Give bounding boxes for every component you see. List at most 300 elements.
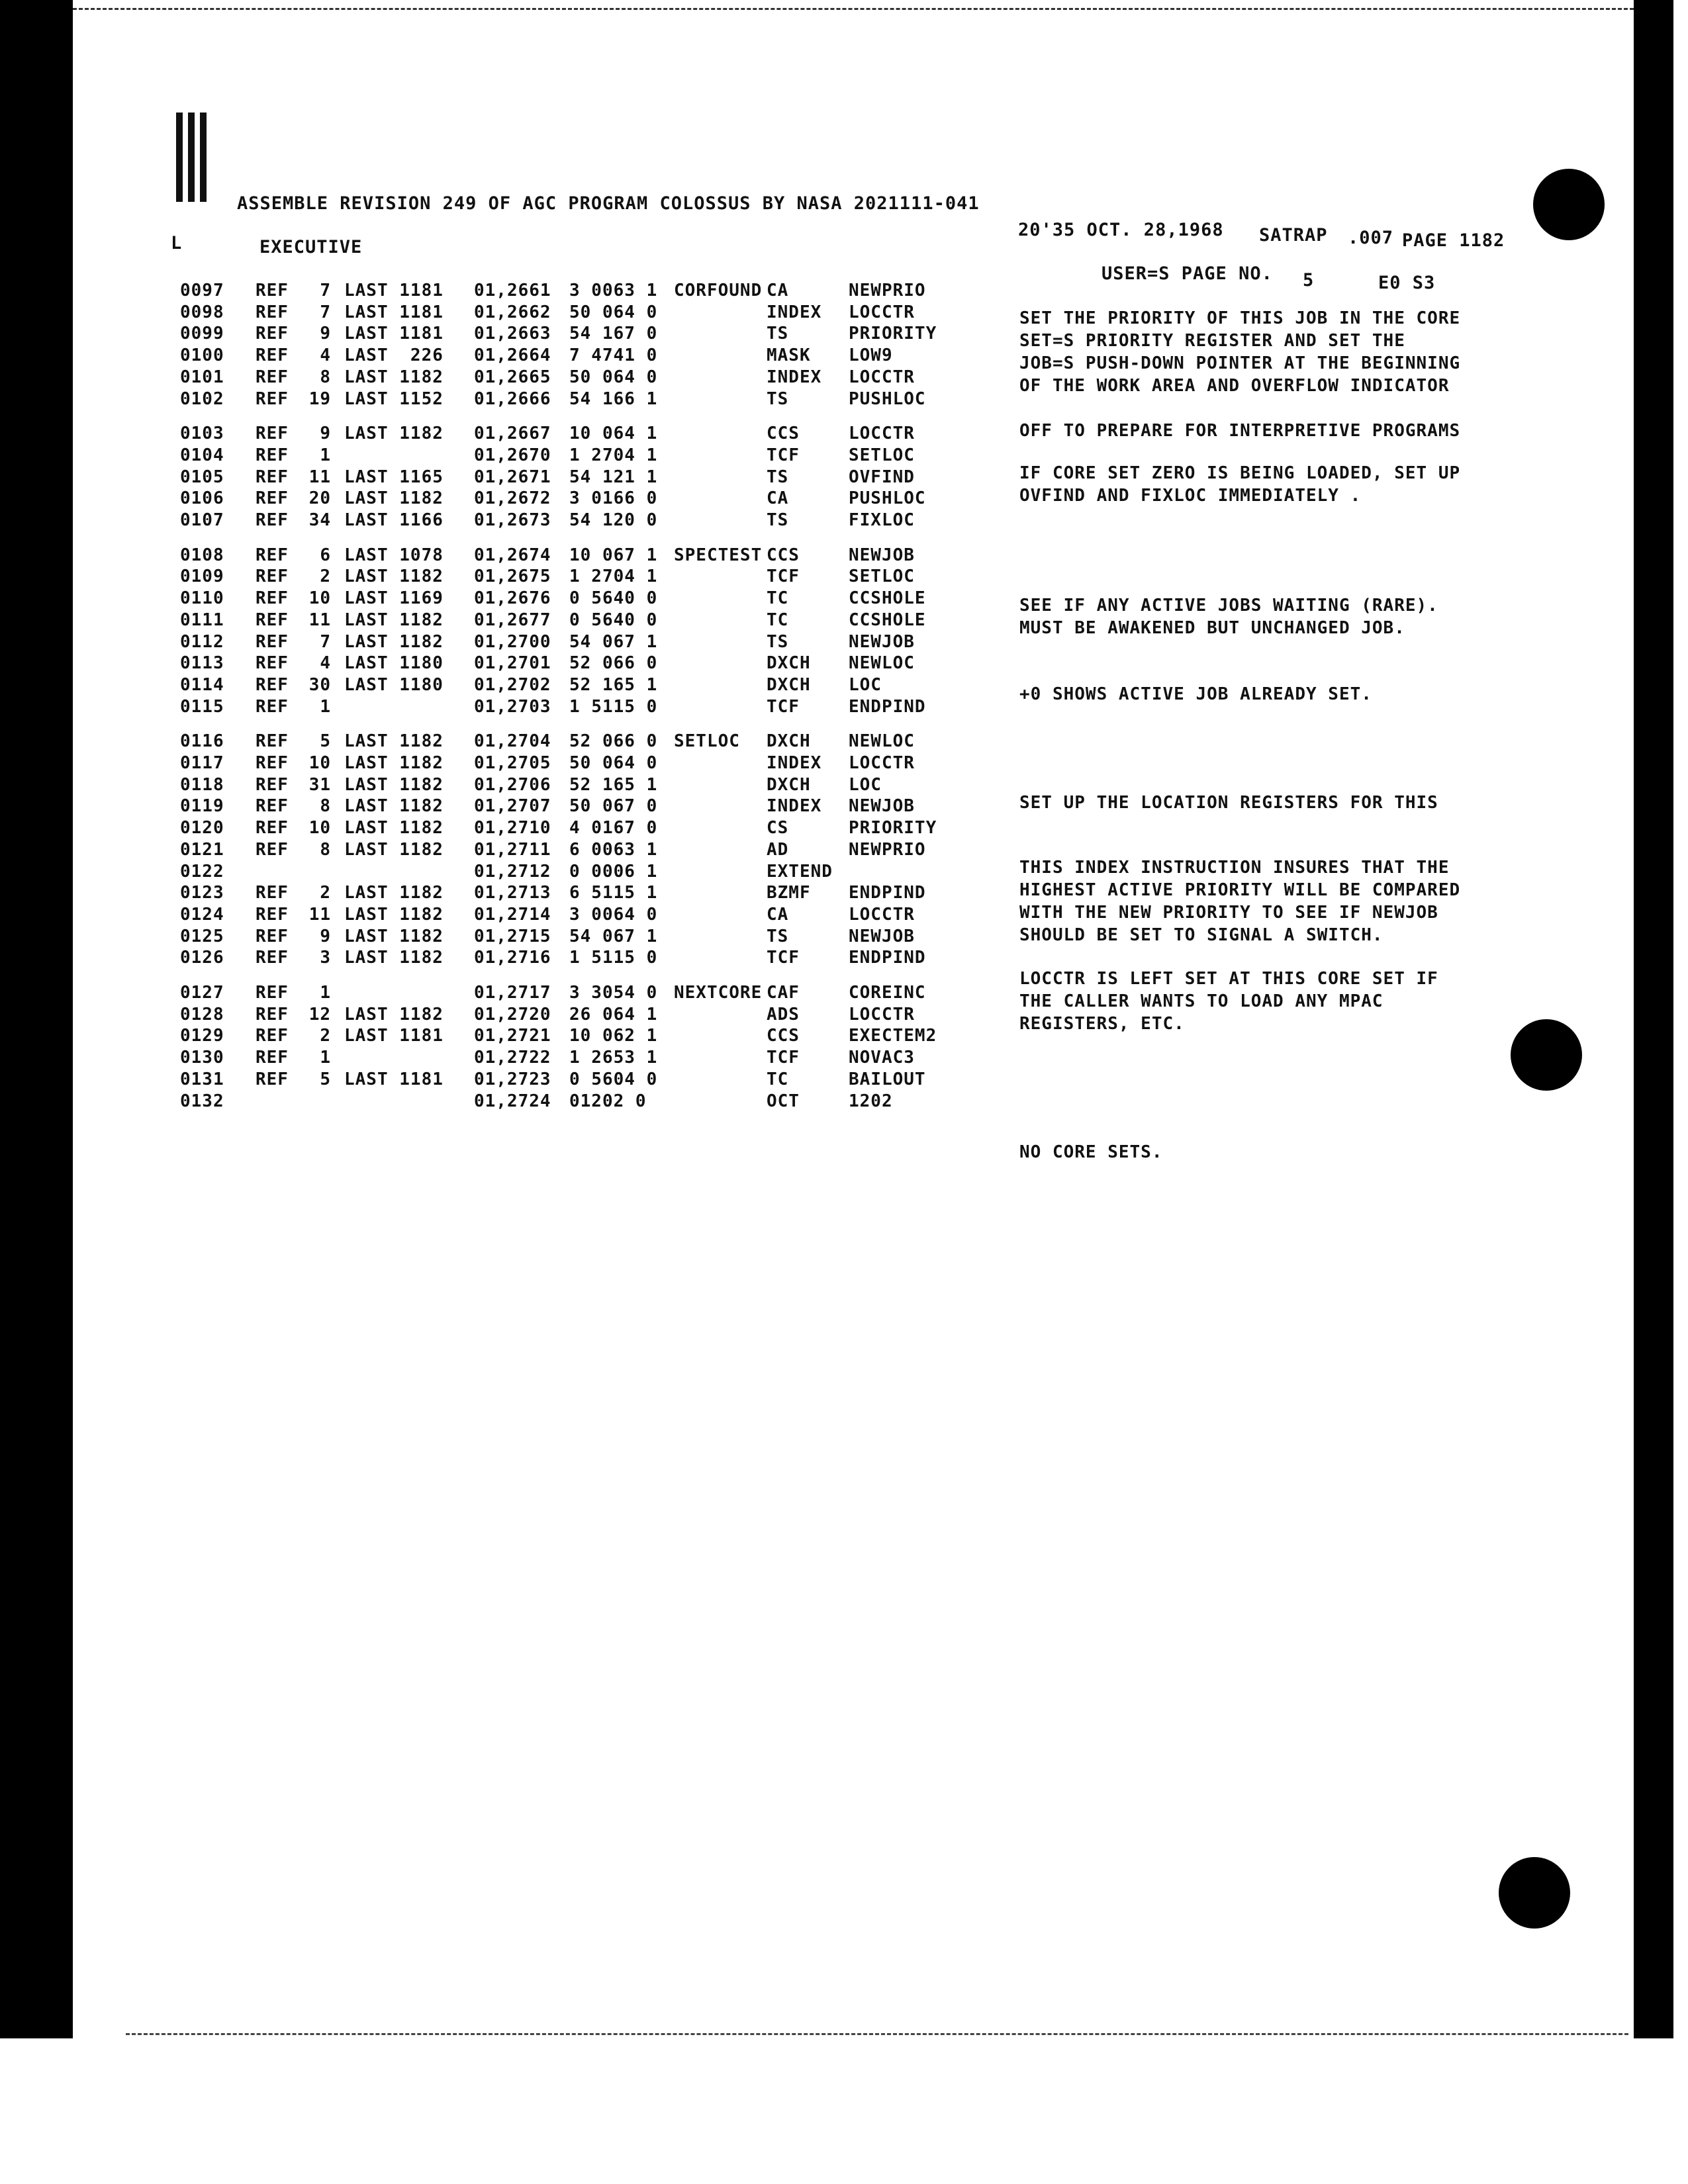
opcode: INDEX (767, 753, 822, 773)
line-number: 0120 (180, 818, 224, 838)
opcode: DXCH (767, 731, 811, 751)
opcode: CA (767, 905, 789, 925)
address: 01,2700 (474, 632, 551, 652)
ref-flag: REF (256, 1069, 289, 1089)
listing-row (0, 1026, 1688, 1047)
last-ref: LAST 1078 (344, 545, 444, 565)
octal-code: 1 2704 1 (569, 567, 658, 586)
octal-code: 54 167 0 (569, 324, 658, 343)
line-number: 0106 (180, 488, 224, 508)
ref-count: 11 (308, 467, 331, 487)
octal-code: 50 064 0 (569, 302, 658, 322)
ref-flag: REF (256, 840, 289, 860)
line-number: 0102 (180, 389, 224, 409)
operand: NEWJOB (849, 927, 915, 946)
operand: LOCCTR (849, 302, 915, 322)
last-ref: LAST 1180 (344, 675, 444, 695)
ref-count: 6 (320, 545, 331, 565)
address: 01,2704 (474, 731, 551, 751)
octal-code: 0 5640 0 (569, 610, 658, 630)
comment-line: REGISTERS, ETC. (1019, 1014, 1185, 1034)
operand: NEWLOC (849, 653, 915, 673)
label: SPECTEST (674, 545, 763, 565)
line-number: 0109 (180, 567, 224, 586)
operand: PRIORITY (849, 324, 937, 343)
opcode: INDEX (767, 302, 822, 322)
octal-code: 54 121 1 (569, 467, 658, 487)
last-ref: LAST 1181 (344, 302, 444, 322)
address: 01,2711 (474, 840, 551, 860)
operand: ENDPIND (849, 948, 926, 968)
address: 01,2662 (474, 302, 551, 322)
punch-hole-top (1533, 169, 1605, 240)
ref-count: 1 (320, 983, 331, 1003)
line-number: 0103 (180, 424, 224, 443)
ref-count: 11 (308, 905, 331, 925)
address: 01,2714 (474, 905, 551, 925)
octal-code: 52 066 0 (569, 731, 658, 751)
comment-line: THE CALLER WANTS TO LOAD ANY MPAC (1019, 991, 1383, 1011)
line-number: 0119 (180, 796, 224, 816)
timestamp: 20'35 OCT. 28,1968 (1018, 220, 1224, 240)
operand: LOCCTR (849, 753, 915, 773)
opcode: TS (767, 510, 789, 530)
listing-row (0, 632, 1688, 653)
ref-count: 12 (308, 1005, 331, 1024)
line-number: 0111 (180, 610, 224, 630)
operand: LOCCTR (849, 905, 915, 925)
address: 01,2713 (474, 883, 551, 903)
label: CORFOUND (674, 281, 763, 300)
address: 01,2723 (474, 1069, 551, 1089)
address: 01,2667 (474, 424, 551, 443)
opcode: TCF (767, 445, 800, 465)
last-ref: LAST 1181 (344, 1026, 444, 1046)
listing-row (0, 1091, 1688, 1113)
operand: LOC (849, 675, 882, 695)
comment-line: WITH THE NEW PRIORITY TO SEE IF NEWJOB (1019, 903, 1438, 923)
address: 01,2666 (474, 389, 551, 409)
ref-flag: REF (256, 775, 289, 795)
operand: PUSHLOC (849, 389, 926, 409)
line-number: 0115 (180, 697, 224, 717)
comment-line: SHOULD BE SET TO SIGNAL A SWITCH. (1019, 925, 1383, 945)
octal-code: 26 064 1 (569, 1005, 658, 1024)
address: 01,2712 (474, 862, 551, 882)
ref-flag: REF (256, 697, 289, 717)
opcode: TC (767, 1069, 789, 1089)
ref-flag: REF (256, 983, 289, 1003)
last-ref: LAST 1182 (344, 610, 444, 630)
line-number: 0116 (180, 731, 224, 751)
ref-count: 5 (320, 1069, 331, 1089)
perforation-top (73, 8, 1634, 10)
line-number: 0127 (180, 983, 224, 1003)
operand: COREINC (849, 983, 926, 1003)
line-number: 0124 (180, 905, 224, 925)
listing-row (0, 1005, 1688, 1026)
operand: 1202 (849, 1091, 893, 1111)
ref-flag: REF (256, 424, 289, 443)
line-number: 0128 (180, 1005, 224, 1024)
opcode: CCS (767, 1026, 800, 1046)
address: 01,2661 (474, 281, 551, 300)
ref-flag: REF (256, 367, 289, 387)
opcode: TS (767, 324, 789, 343)
comment-line: SET UP THE LOCATION REGISTERS FOR THIS (1019, 793, 1438, 813)
ref-flag: REF (256, 731, 289, 751)
last-ref: LAST 1182 (344, 840, 444, 860)
ref-flag: REF (256, 545, 289, 565)
line-number: 0098 (180, 302, 224, 322)
comment-line: MUST BE AWAKENED BUT UNCHANGED JOB. (1019, 618, 1405, 638)
opcode: TS (767, 632, 789, 652)
ref-flag: REF (256, 510, 289, 530)
opcode: TS (767, 467, 789, 487)
last-ref: LAST 1182 (344, 775, 444, 795)
operand: NEWJOB (849, 796, 915, 816)
last-ref: LAST 1180 (344, 653, 444, 673)
line-number: 0113 (180, 653, 224, 673)
opcode: CCS (767, 424, 800, 443)
listing-row (0, 1048, 1688, 1069)
opcode: TC (767, 610, 789, 630)
opcode: TS (767, 389, 789, 409)
ref-flag: REF (256, 467, 289, 487)
ref-count: 31 (308, 775, 331, 795)
last-ref: LAST 1165 (344, 467, 444, 487)
address: 01,2722 (474, 1048, 551, 1068)
listing-row (0, 567, 1688, 588)
octal-code: 3 3054 0 (569, 983, 658, 1003)
ref-flag: REF (256, 567, 289, 586)
users-page-label: USER=S PAGE NO. (1102, 263, 1273, 284)
address: 01,2716 (474, 948, 551, 968)
line-number: 0123 (180, 883, 224, 903)
address: 01,2674 (474, 545, 551, 565)
ref-count: 10 (308, 818, 331, 838)
operand: NEWLOC (849, 731, 915, 751)
listing-row (0, 731, 1688, 752)
operand: FIXLOC (849, 510, 915, 530)
ref-flag: REF (256, 445, 289, 465)
ref-flag: REF (256, 302, 289, 322)
address: 01,2671 (474, 467, 551, 487)
last-ref: LAST 1182 (344, 883, 444, 903)
octal-code: 6 0063 1 (569, 840, 658, 860)
ref-flag: REF (256, 883, 289, 903)
listing-row (0, 281, 1688, 302)
ref-count: 9 (320, 324, 331, 343)
address: 01,2664 (474, 345, 551, 365)
octal-code: 54 166 1 (569, 389, 658, 409)
octal-code: 52 165 1 (569, 775, 658, 795)
octal-code: 10 067 1 (569, 545, 658, 565)
ref-flag: REF (256, 488, 289, 508)
address: 01,2663 (474, 324, 551, 343)
listing-row (0, 818, 1688, 839)
last-ref: LAST 1182 (344, 1005, 444, 1024)
address: 01,2665 (474, 367, 551, 387)
ref-count: 7 (320, 632, 331, 652)
ref-count: 8 (320, 840, 331, 860)
operand: LOCCTR (849, 1005, 915, 1024)
opcode: BZMF (767, 883, 811, 903)
ref-flag: REF (256, 610, 289, 630)
line-number: 0132 (180, 1091, 224, 1111)
operand: LOCCTR (849, 367, 915, 387)
ref-count: 11 (308, 610, 331, 630)
comment-line: OF THE WORK AREA AND OVERFLOW INDICATOR (1019, 376, 1450, 396)
octal-code: 54 067 1 (569, 927, 658, 946)
ref-count: 1 (320, 445, 331, 465)
ref-flag: REF (256, 1005, 289, 1024)
ref-count: 9 (320, 424, 331, 443)
address: 01,2703 (474, 697, 551, 717)
line-number: 0121 (180, 840, 224, 860)
ref-count: 2 (320, 567, 331, 586)
address: 01,2670 (474, 445, 551, 465)
comment-line: OVFIND AND FIXLOC IMMEDIATELY . (1019, 486, 1362, 506)
ref-count: 8 (320, 796, 331, 816)
comment-line: HIGHEST ACTIVE PRIORITY WILL BE COMPARED (1019, 880, 1461, 900)
line-number: 0107 (180, 510, 224, 530)
octal-code: 4 0167 0 (569, 818, 658, 838)
ref-count: 19 (308, 389, 331, 409)
line-number: 0126 (180, 948, 224, 968)
operand: NEWPRIO (849, 840, 926, 860)
listing-row (0, 653, 1688, 674)
octal-code: 3 0064 0 (569, 905, 658, 925)
listing-row (0, 948, 1688, 969)
ref-flag: REF (256, 389, 289, 409)
last-ref: LAST 226 (344, 345, 444, 365)
last-ref: LAST 1182 (344, 731, 444, 751)
ref-flag: REF (256, 927, 289, 946)
octal-code: 1 2704 1 (569, 445, 658, 465)
octal-code: 3 0063 1 (569, 281, 658, 300)
comment-line: SEE IF ANY ACTIVE JOBS WAITING (RARE). (1019, 596, 1438, 615)
program-name: SATRAP (1259, 225, 1328, 246)
octal-code: 3 0166 0 (569, 488, 658, 508)
operand: NOVAC3 (849, 1048, 915, 1068)
opcode: CS (767, 818, 789, 838)
page-number: PAGE 1182 (1402, 230, 1505, 251)
address: 01,2677 (474, 610, 551, 630)
punch-hole-bottom (1499, 1857, 1570, 1929)
label: SETLOC (674, 731, 740, 751)
operand: LOW9 (849, 345, 893, 365)
operand: NEWJOB (849, 545, 915, 565)
last-ref: LAST 1182 (344, 567, 444, 586)
octal-code: 1 2653 1 (569, 1048, 658, 1068)
ref-count: 8 (320, 367, 331, 387)
octal-code: 6 5115 1 (569, 883, 658, 903)
ref-count: 1 (320, 697, 331, 717)
address: 01,2721 (474, 1026, 551, 1046)
ref-flag: REF (256, 281, 289, 300)
last-ref: LAST 1182 (344, 753, 444, 773)
line-number: 0110 (180, 588, 224, 608)
opcode: CA (767, 281, 789, 300)
operand: SETLOC (849, 567, 915, 586)
listing-row (0, 1069, 1688, 1091)
comment-line: NO CORE SETS. (1019, 1142, 1163, 1162)
ref-count: 30 (308, 675, 331, 695)
last-ref: LAST 1182 (344, 796, 444, 816)
ref-flag: REF (256, 796, 289, 816)
listing-row (0, 927, 1688, 948)
ref-flag: REF (256, 345, 289, 365)
opcode: TCF (767, 948, 800, 968)
opcode: TCF (767, 567, 800, 586)
octal-code: 54 067 1 (569, 632, 658, 652)
line-number: 0112 (180, 632, 224, 652)
last-ref: LAST 1181 (344, 1069, 444, 1089)
octal-code: 50 064 0 (569, 753, 658, 773)
ref-count: 10 (308, 588, 331, 608)
line-number: 0108 (180, 545, 224, 565)
octal-code: 52 165 1 (569, 675, 658, 695)
last-ref: LAST 1182 (344, 488, 444, 508)
octal-code: 7 4741 0 (569, 345, 658, 365)
octal-code: 1 5115 0 (569, 948, 658, 968)
comment-line: THIS INDEX INSTRUCTION INSURES THAT THE (1019, 858, 1450, 878)
octal-code: 10 062 1 (569, 1026, 658, 1046)
ref-flag: REF (256, 588, 289, 608)
ref-count: 9 (320, 927, 331, 946)
ref-count: 2 (320, 1026, 331, 1046)
binder-mark (173, 106, 212, 205)
last-ref: LAST 1182 (344, 905, 444, 925)
operand: CCSHOLE (849, 588, 926, 608)
page-code: E0 S3 (1378, 273, 1436, 293)
last-ref: LAST 1182 (344, 632, 444, 652)
last-ref: LAST 1182 (344, 367, 444, 387)
address: 01,2705 (474, 753, 551, 773)
ref-count: 3 (320, 948, 331, 968)
ref-flag: REF (256, 632, 289, 652)
opcode: CA (767, 488, 789, 508)
opcode: TS (767, 927, 789, 946)
address: 01,2717 (474, 983, 551, 1003)
line-number: 0100 (180, 345, 224, 365)
line-number: 0114 (180, 675, 224, 695)
ref-flag: REF (256, 1026, 289, 1046)
opcode: INDEX (767, 796, 822, 816)
opcode: ADS (767, 1005, 800, 1024)
line-number: 0129 (180, 1026, 224, 1046)
operand: NEWPRIO (849, 281, 926, 300)
address: 01,2676 (474, 588, 551, 608)
operand: OVFIND (849, 467, 915, 487)
comment-line: LOCCTR IS LEFT SET AT THIS CORE SET IF (1019, 969, 1438, 989)
address: 01,2672 (474, 488, 551, 508)
address: 01,2706 (474, 775, 551, 795)
operand: ENDPIND (849, 883, 926, 903)
comment-line: OFF TO PREPARE FOR INTERPRETIVE PROGRAMS (1019, 421, 1461, 441)
listing-row (0, 753, 1688, 774)
opcode: MASK (767, 345, 811, 365)
opcode: INDEX (767, 367, 822, 387)
octal-code: 0 5604 0 (569, 1069, 658, 1089)
comment-line: +0 SHOWS ACTIVE JOB ALREADY SET. (1019, 684, 1372, 704)
last-ref: LAST 1152 (344, 389, 444, 409)
listing-marker: L (171, 233, 183, 253)
line-number: 0097 (180, 281, 224, 300)
opcode: TCF (767, 697, 800, 717)
ref-flag: REF (256, 818, 289, 838)
ref-count: 7 (320, 302, 331, 322)
operand: EXECTEM2 (849, 1026, 937, 1046)
last-ref: LAST 1182 (344, 424, 444, 443)
ref-count: 4 (320, 653, 331, 673)
operand: LOC (849, 775, 882, 795)
ref-flag: REF (256, 905, 289, 925)
listing-row (0, 545, 1688, 567)
address: 01,2715 (474, 927, 551, 946)
opcode: DXCH (767, 653, 811, 673)
operand: LOCCTR (849, 424, 915, 443)
listing-row (0, 510, 1688, 531)
ref-flag: REF (256, 675, 289, 695)
operand: BAILOUT (849, 1069, 926, 1089)
octal-code: 10 064 1 (569, 424, 658, 443)
opcode: AD (767, 840, 789, 860)
octal-code: 01202 0 (569, 1091, 647, 1111)
address: 01,2724 (474, 1091, 551, 1111)
last-ref: LAST 1182 (344, 927, 444, 946)
address: 01,2720 (474, 1005, 551, 1024)
last-ref: LAST 1181 (344, 324, 444, 343)
document-title: ASSEMBLE REVISION 249 OF AGC PROGRAM COLOSSUS BY NASA 2021111-041 (237, 193, 980, 214)
octal-code: 1 5115 0 (569, 697, 658, 717)
comment-line: SET THE PRIORITY OF THIS JOB IN THE CORE (1019, 308, 1461, 328)
opcode: CAF (767, 983, 800, 1003)
operand: SETLOC (849, 445, 915, 465)
operand: NEWJOB (849, 632, 915, 652)
line-number: 0131 (180, 1069, 224, 1089)
ref-flag: REF (256, 1048, 289, 1068)
opcode: DXCH (767, 775, 811, 795)
opcode: OCT (767, 1091, 800, 1111)
address: 01,2710 (474, 818, 551, 838)
listing-row (0, 675, 1688, 696)
last-ref: LAST 1182 (344, 948, 444, 968)
octal-code: 0 5640 0 (569, 588, 658, 608)
last-ref: LAST 1182 (344, 818, 444, 838)
comment-line: IF CORE SET ZERO IS BEING LOADED, SET UP (1019, 463, 1461, 483)
line-number: 0118 (180, 775, 224, 795)
ref-count: 10 (308, 753, 331, 773)
comment-line: JOB=S PUSH-DOWN POINTER AT THE BEGINNING (1019, 353, 1461, 373)
address: 01,2707 (474, 796, 551, 816)
line-number: 0101 (180, 367, 224, 387)
address: 01,2675 (474, 567, 551, 586)
ref-flag: REF (256, 753, 289, 773)
ref-flag: REF (256, 324, 289, 343)
comment-line: SET=S PRIORITY REGISTER AND SET THE (1019, 331, 1405, 351)
users-page-number: 5 (1303, 270, 1315, 291)
ref-count: 1 (320, 1048, 331, 1068)
line-number: 0130 (180, 1048, 224, 1068)
operand: PRIORITY (849, 818, 937, 838)
ref-count: 4 (320, 345, 331, 365)
line-number: 0099 (180, 324, 224, 343)
ref-count: 2 (320, 883, 331, 903)
octal-code: 50 064 0 (569, 367, 658, 387)
address: 01,2673 (474, 510, 551, 530)
